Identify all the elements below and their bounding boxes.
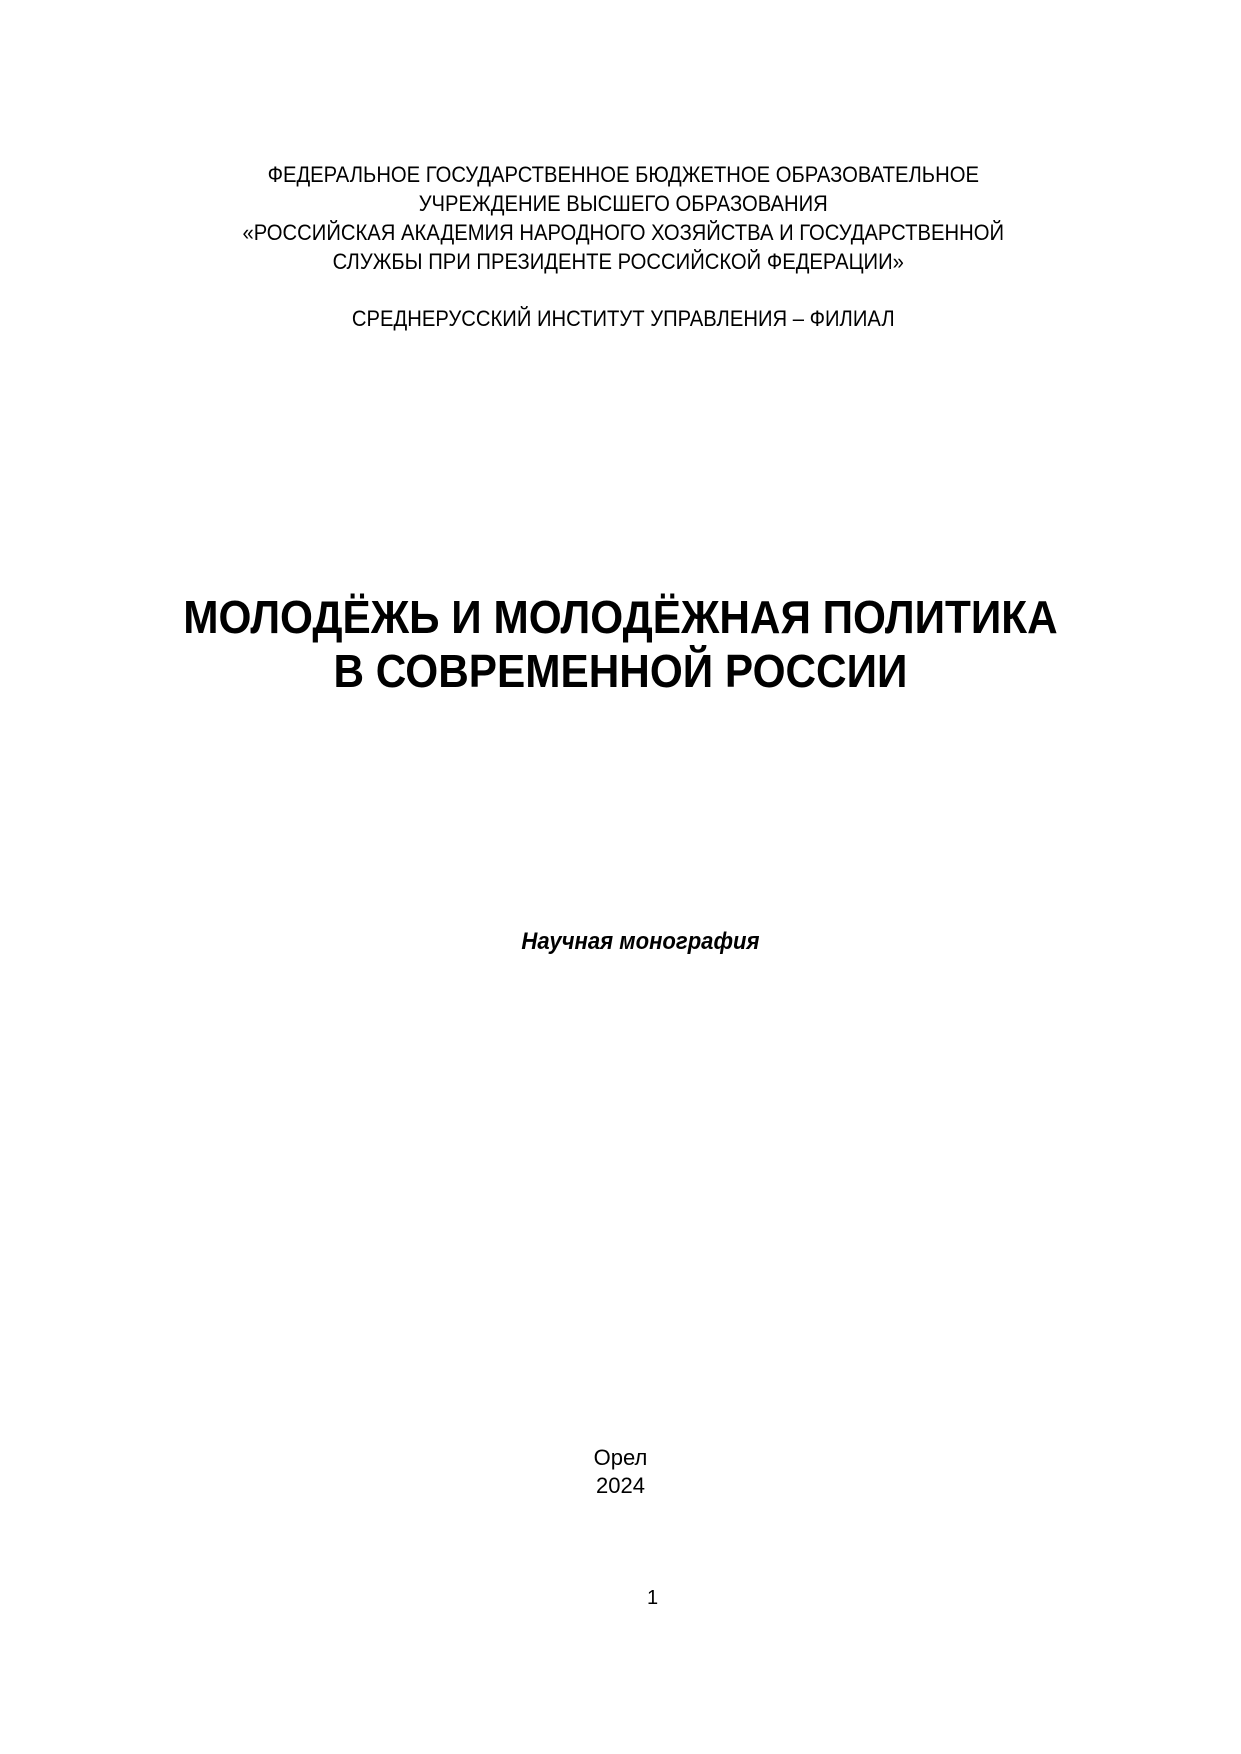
page-number: 1: [646, 1587, 659, 1609]
institution-line-2: УЧРЕЖДЕНИЕ ВЫСШЕГО ОБРАЗОВАНИЯ: [418, 191, 828, 216]
book-title-line-1: МОЛОДЁЖЬ И МОЛОДЁЖНАЯ ПОЛИТИКА: [183, 591, 1058, 643]
book-title-line-2: В СОВРЕМЕННОЙ РОССИИ: [333, 645, 908, 697]
branch-name: СРЕДНЕРУССКИЙ ИНСТИТУТ УПРАВЛЕНИЯ – ФИЛИАЛ: [351, 306, 895, 331]
institution-line-4: СЛУЖБЫ ПРИ ПРЕЗИДЕНТЕ РОССИЙСКОЙ ФЕДЕРАЦИИ»: [332, 249, 904, 274]
imprint-city: Орел: [593, 1445, 648, 1470]
imprint-year: 2024: [596, 1473, 645, 1498]
institution-line-1: ФЕДЕРАЛЬНОЕ ГОСУДАРСТВЕННОЕ БЮДЖЕТНОЕ ОБРАЗОВАТЕЛЬНОЕ: [267, 162, 979, 187]
institution-line-3: «РОССИЙСКАЯ АКАДЕМИЯ НАРОДНОГО ХОЗЯЙСТВА И ГОСУДАРСТВЕННОЙ: [242, 220, 1005, 245]
publication-type: Научная монография: [521, 928, 760, 955]
